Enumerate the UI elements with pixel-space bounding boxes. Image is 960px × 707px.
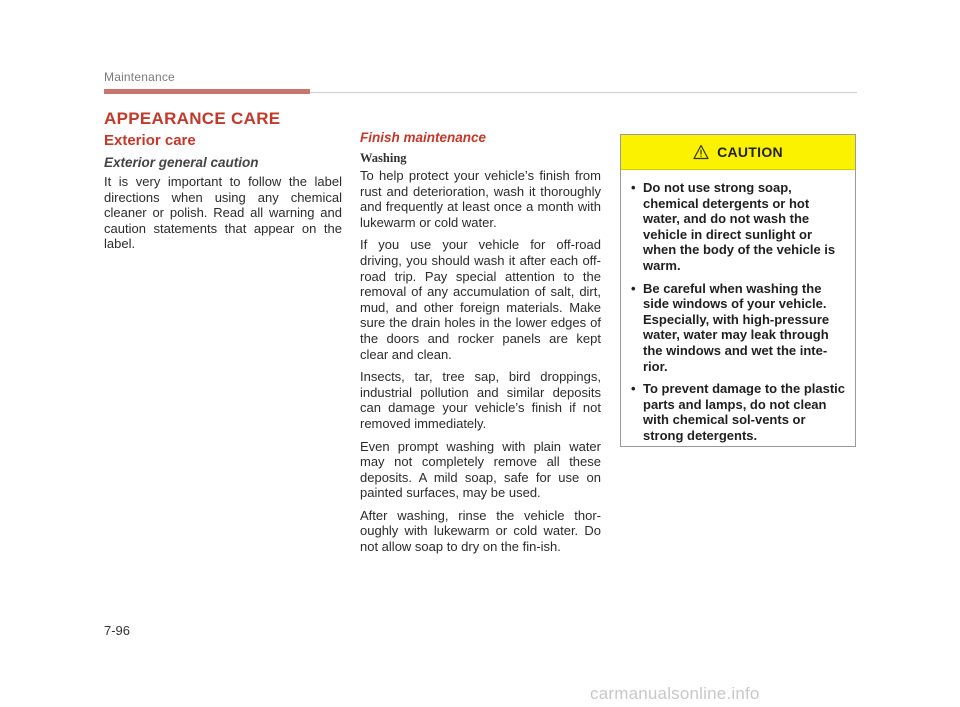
caution-item-text: Do not use strong soap, chemical detergents or hot water, and do not wash the vehicle in direct sunlight or when the body of the vehicle is warm. [643,180,836,273]
caution-item [629,180,847,274]
caution-item-text: To prevent damage to the plastic parts and lamps, do not clean with chemical sol-vents or strong detergents. [643,381,846,443]
header-accent-rule [104,89,310,94]
section-label: Maintenance [104,70,175,84]
header-divider [310,92,857,93]
washing-paragraph: After washing, rinse the vehicle thor-oughly with lukewarm or cold water. Do not allow soap to dry on the fin-ish. [360,507,601,555]
caution-title: CAUTION [717,144,783,160]
exterior-caution-paragraph: It is very important to follow the label directions when using any chemical cleaner or polish. Read all warning and caution statements that appear on the label. [104,174,342,252]
exterior-care-heading: Exterior care [104,132,196,149]
washing-paragraph: Insects, tar, tree sap, bird droppings, industrial pollution and similar deposits can damage your vehicle’s finish if not removed immediately. [360,369,601,431]
caution-item-text: Be careful when washing the side windows of your vehicle. Especially, with high-pressure water, water may leak through the windows and wet the inte-rior. [643,280,830,374]
caution-list [621,170,855,444]
section-title: APPEARANCE CARE [104,109,281,128]
caution-item [629,381,847,443]
finish-maintenance-heading: Finish maintenance [360,130,487,145]
exterior-general-caution-heading: Exterior general caution [104,155,259,170]
washing-paragraph: Even prompt washing with plain water may not completely remove all these deposits. A mild soap, safe for use on painted surfaces, may be used. [360,438,601,501]
bullet-icon: • [631,381,636,397]
caution-box [620,134,856,447]
footer-watermark: carmanualsonline.info [590,684,760,703]
washing-paragraph: To help protect your vehicle’s finish from rust and deterioration, wash it thoroughly and frequently at least once a month with lukewarm or cold water. [360,168,601,230]
middle-column [360,130,601,562]
washing-paragraph: If you use your vehicle for off-road driving, you should wash it after each off-road trip. Pay special attention to the removal of any accumulation of salt, dirt, mud, and other foreign materials. Make sure the drain holes in the lower edges of the doors and rocker panels are kept clear and clean. [360,237,601,362]
left-column [104,132,342,259]
bullet-icon: • [631,180,636,195]
caution-item [629,281,847,375]
warning-triangle-icon [693,144,709,160]
caution-header [621,135,855,170]
washing-heading: Washing [360,151,407,165]
page-number: 7-96 [104,623,131,638]
bullet-icon: • [631,280,636,296]
